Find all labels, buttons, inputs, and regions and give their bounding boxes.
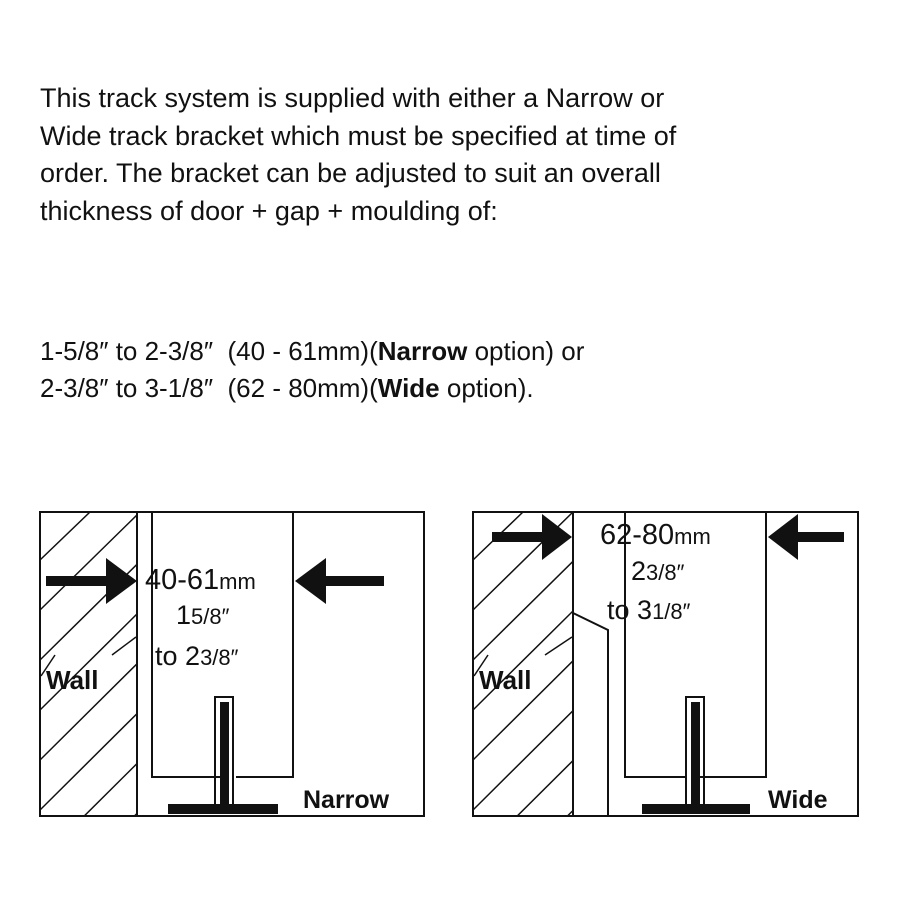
narrow-dim-mm-label: 40-61mm xyxy=(145,564,256,596)
intro-line: Wide track bracket which must be specified at time of xyxy=(40,120,677,151)
intro-line: This track system is supplied with either a Narrow or xyxy=(40,83,665,113)
spec-wide-option-name: Wide xyxy=(377,373,440,403)
spec-narrow-range-in: 1-5/8″ to 2-3/8″ xyxy=(40,336,214,366)
spec-narrow-range-mm: (40 - 61mm) xyxy=(227,336,370,366)
wide-right-arrow-icon xyxy=(768,514,844,560)
spec-narrow-open: ( xyxy=(369,336,378,366)
narrow-left-arrow-icon xyxy=(46,558,137,604)
narrow-dim-inch-to: to 23/8″ xyxy=(155,641,239,671)
wide-track-base xyxy=(642,804,750,814)
spec-narrow-option-name: Narrow xyxy=(377,336,468,366)
spec-narrow-rest: option) or xyxy=(467,336,585,366)
wide-dim-inch-to: to 31/8″ xyxy=(607,595,691,625)
intro-line: order. The bracket can be adjusted to suit an overall xyxy=(40,158,661,188)
spec-wide-open: ( xyxy=(369,373,378,403)
intro-line: thickness of door + gap + moulding of: xyxy=(40,195,498,226)
narrow-dim-inch-from: 15/8″ xyxy=(176,600,230,630)
narrow-wall-label: Wall xyxy=(46,665,99,695)
wide-bracket-stem xyxy=(691,702,700,808)
wide-bracket-diagram xyxy=(450,0,900,900)
spec-wide-range-in: 2-3/8″ to 3-1/8″ xyxy=(40,373,214,403)
narrow-right-arrow-icon xyxy=(295,558,384,604)
spec-wide-range-mm: (62 - 80mm) xyxy=(227,373,370,403)
narrow-bracket-stem xyxy=(220,702,229,808)
wide-wall-pointer xyxy=(545,637,572,655)
wide-dim-mm-label: 62-80mm xyxy=(600,519,711,551)
spec-wide-rest: option). xyxy=(439,373,534,403)
narrow-track-base xyxy=(168,804,278,814)
narrow-wall-pointer xyxy=(112,637,136,655)
wide-frame xyxy=(473,512,858,816)
wide-moulding-outline xyxy=(573,613,608,816)
wide-type-label: Wide xyxy=(768,786,828,814)
narrow-type-label: Narrow xyxy=(303,786,390,814)
wide-dim-inch-from: 23/8″ xyxy=(631,556,685,586)
wide-wall-label: Wall xyxy=(479,665,532,695)
